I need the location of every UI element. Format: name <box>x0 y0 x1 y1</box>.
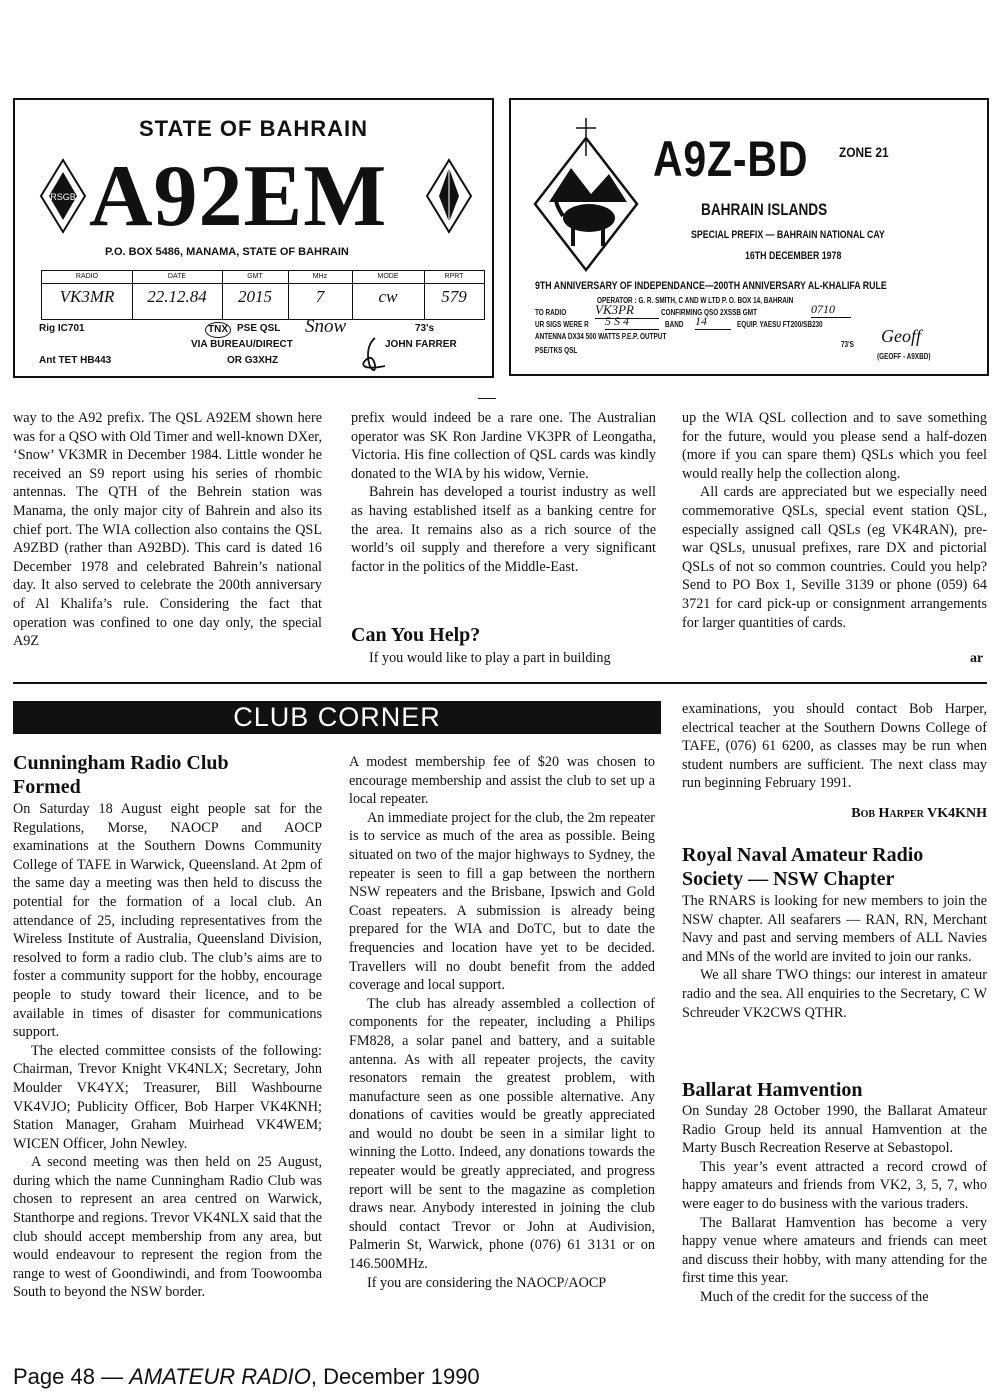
footer-page: Page 48 — <box>13 1364 130 1389</box>
footer-magazine: AMATEUR RADIO <box>129 1364 311 1389</box>
card-rig: Rig IC701 <box>39 323 85 334</box>
rnars-col <box>682 892 987 1022</box>
card-tnx: TNX <box>205 322 231 338</box>
log-header-rprt: RPRT <box>424 271 484 284</box>
article-paragraph: The Ballarat Hamvention has become a very happy venue where amateurs and friends can meet and discuss their hobby, with many attending for the first time this year. <box>682 1214 987 1287</box>
card-title: STATE OF BAHRAIN <box>138 116 369 141</box>
qsl-card-a92em <box>13 98 494 378</box>
end-mark: ar <box>970 651 984 666</box>
article-top-col2-end <box>351 649 656 668</box>
article-paragraph: If you are considering the NAOCP/AOCP <box>367 1274 607 1291</box>
article-paragraph: examinations, you should contact Bob Harper, electrical teacher at the Southern Downs College of TAFE, (076) 61 6200, as classes may be run when student numbers are sufficient. The next class may run beginning February 1991. <box>682 701 987 792</box>
card-ur-sigs: UR SIGS WERE R <box>535 320 589 329</box>
article-paragraph: prefix would indeed be a rare one. The Australian operator was SK Ron Jardine VK3PR of Leongatha, Victoria. His fine collection of QSL cards was kindly donated to the WIA by his widow, Vernie. <box>351 410 656 482</box>
section-divider <box>13 682 987 684</box>
wia-diamond-logo-icon-right <box>425 158 473 234</box>
card-band: BAND <box>665 320 684 329</box>
log-value-date: 22.12.84 <box>147 287 207 306</box>
footer-date: , December 1990 <box>310 1364 480 1389</box>
card-confirming: CONFIRMING QSO 2XSSB GMT <box>661 308 758 317</box>
article-top-col2 <box>351 409 656 576</box>
article-paragraph: up the WIA QSL collection and to save something for the future, would you please send a half-dozen (more if you can spare them) QSLs which you feel would really help the collection along. <box>682 410 987 482</box>
rnars-heading: Royal Naval Amateur Radio Society — NSW Chapter <box>682 844 924 890</box>
card-geoff: (GEOFF - A9XBD) <box>877 352 931 361</box>
article-paragraph: Bahrein has developed a tourist industry as well as having established itself as a banking centre for the area. It remains also as a rich source of the world’s oil supply and therefore a very significant factor in the politics of the Middle-East. <box>351 484 656 575</box>
page-footer <box>13 1364 480 1390</box>
card-pse-qsl: PSE QSL <box>237 323 281 334</box>
card-anniversary: 9TH ANNIVERSARY OF INDEPENDANCE—200TH ANNIVERSARY AL-KHALIFA RULE <box>535 280 887 292</box>
cunningham-col1 <box>13 800 322 1302</box>
log-value-rprt: 579 <box>441 287 467 306</box>
cunningham-heading: Cunningham Radio Club Formed <box>13 752 229 798</box>
cunningham-col3 <box>682 700 987 793</box>
card-callsign: A9Z-BD <box>653 131 809 187</box>
article-paragraph: All cards are appreciated but we especially need commemorative QSLs, special event station QSL, especially assigned call QSLs (eg VK4RAN), pre-war QSLs, unusual prefixes, rare DX and pictorial QSLs of not so common countries. Could you help? Send to PO Box 1, Seville 3139 or phone (059) 64 3721 for card pick-up or consignment arrangements for larger quantities of cards. <box>682 484 987 631</box>
card-antenna: ANTENNA DX34 500 WATTS P.E.P. OUTPUT <box>535 332 667 341</box>
article-paragraph: Much of the credit for the success of the <box>700 1288 929 1305</box>
handwritten-signature-icon <box>345 336 395 376</box>
card-prefix: SPECIAL PREFIX — BAHRAIN NATIONAL CAY <box>691 229 885 241</box>
camel-desert-logo-icon <box>531 116 641 276</box>
wia-diamond-logo-icon <box>39 158 87 234</box>
log-value-gmt: 2015 <box>238 287 272 306</box>
article-paragraph: The club has already assembled a collection of components for the repeater, including a Philips FM828, a solar panel and battery, and a suitable antenna. As with all repeater projects, the cavity resonators remain the greatest problem, with manufacture seen as one possible alternative. Any donations of cavities would be greatly appreciated and would no doubt be seen in a similar light to winning the Lotto. Indeed, any donations towards the repeater would be greatly appreciated, and progress report will be sent to the magazine as completion draws near. Anybody interested in joining the club should contact Trevor or John at Audivision, Palmerin St, Warwick, phone (076) 61 3131 or on 146.500MHz. <box>349 995 655 1273</box>
article-paragraph: The RNARS is looking for new members to join the NSW chapter. All seafarers — RAN, RN, Merchant Navy and past and serving members of ALL Navies and MNs of the world are invited to join our ranks. <box>682 893 987 965</box>
card-gmt-value: 0710 <box>811 302 851 318</box>
article-paragraph: The elected committee consists of the following: Chairman, Trevor Knight VK4NLX; Secretary, John Moulder VK4YX; Treasurer, Bill Washbourne VK4VJO; Publicity Officer, Bob Harper VK4KNH; Station Manager, Graham Muirhead VK4WEM; WICEN Officer, John Newley. <box>13 1042 322 1152</box>
log-header-gmt: GMT <box>222 271 288 284</box>
club-corner-banner: CLUB CORNER <box>13 701 661 734</box>
card-73s: 73'S <box>841 340 854 349</box>
card-address: P.O. BOX 5486, MANAMA, STATE OF BAHRAIN <box>105 246 349 258</box>
log-value-radio: VK3MR <box>59 287 115 306</box>
article-paragraph: On Saturday 18 August eight people sat for the Regulations, Morse, NAOCP and AOCP examinations at the Southern Downs Community College of TAFE in Warwick, Queensland. At 2pm of the same day a meeting was then held to discuss the potential for the formation of a local club. An attendance of 25, including representatives from the Wireless Institute of Australia, Queensland Division, resolved to form a radio club. The club’s aims are to foster a community support for the hobby, encourage people to study toward their licence, and to be available in times of disaster for communications support. <box>13 801 322 1041</box>
cunningham-col2 <box>349 753 655 1292</box>
log-header-radio: RADIO <box>42 271 132 284</box>
article-paragraph: A modest membership fee of $20 was chosen to encourage membership and assist the club to set up a local repeater. <box>349 754 655 808</box>
card-via: VIA BUREAU/DIRECT <box>191 339 293 350</box>
card-rst-value: 5 S 4 <box>605 314 659 330</box>
card-zone: ZONE 21 <box>839 144 889 160</box>
card-or: OR G3XHZ <box>227 355 279 366</box>
card-equip: EQUIP. YAESU FT200/SB230 <box>737 320 823 329</box>
card-band-value: 14 <box>695 314 731 330</box>
qsl-card-a9zbd <box>509 98 989 376</box>
log-header-mhz: MHz <box>288 271 352 284</box>
log-header-date: DATE <box>132 271 222 284</box>
article-paragraph: If you would like to play a part in building <box>369 650 611 666</box>
card-73s: 73's <box>415 323 435 334</box>
card-signature: Geoff <box>881 326 921 346</box>
card-operator: OPERATOR : G. R. SMITH, C AND W LTD P. O. BOX 14, BAHRAIN <box>597 296 794 305</box>
card-separator-rule <box>478 398 496 399</box>
card-operator: JOHN FARRER <box>385 339 457 350</box>
log-header-mode: MODE <box>352 271 424 284</box>
article-paragraph: On Sunday 28 October 1990, the Ballarat Amateur Radio Group held its annual Hamvention at the Marty Busch Recreation Reserve at Sebastopol. <box>682 1103 987 1157</box>
card-to-radio-value: VK3PR <box>595 302 659 319</box>
log-value-mhz: 7 <box>315 287 325 306</box>
card-callsign: A92EM <box>89 148 388 245</box>
log-value-mode: cw <box>378 287 398 306</box>
can-you-help-heading: Can You Help? <box>351 624 481 646</box>
article-paragraph: way to the A92 prefix. The QSL A92EM shown here was for a QSO with Old Timer and well-known DXer, ‘Snow’ VK3MR in December 1984. Little wonder he received an S9 report using his series of rhombic antennas. The QTH of the Behrein station was Manama, the only major city of Bahrein and also its chief port. The WIA collection also contains the QSL A9ZBD (rather than A92BD). This card is dated 16 December 1978 and celebrated Bahrein’s national day. It also served to celebrate the 200th anniversary of Al Khalifa’s rule. Considering the fact that operation was confined to one day only, the special A9Z <box>13 410 322 650</box>
article-paragraph: This year’s event attracted a record crowd of happy amateurs and friends from VK2, 3, 5, 7, who were eager to do business with the various traders. <box>682 1158 987 1212</box>
card-ant: Ant TET HB443 <box>39 355 112 366</box>
card-to-radio: TO RADIO <box>535 308 567 317</box>
article-paragraph: An immediate project for the club, the 2m repeater is to service as much of the area as possible. Being situated on two of the major highways to Sydney, the repeater is seen to fill a gap between the northern NSW repeaters and the Brisbane, Ipswich and Gold Coast repeaters. A submission is already being prepared for the WIA and DoTC, but to date the frequencies and location have yet to be decided. Travellers will no doubt benefit from the added coverage and local support. <box>349 809 655 994</box>
ballarat-col <box>682 1102 987 1307</box>
qso-log-table <box>41 270 485 320</box>
card-pse: PSE/TKS QSL <box>535 346 578 355</box>
svg-text:RSGB: RSGB <box>50 192 76 202</box>
card-islands: BAHRAIN ISLANDS <box>701 200 828 219</box>
card-snow-signature: Snow <box>305 316 347 337</box>
article-paragraph: A second meeting was then held on 25 August, during which the name Cunningham Radio Club was chosen to represent an area centred on Warwick, Stanthorpe and regions. Trevor VK4NLX said that the club should accept membership from any area, but would endeavour to represent the region from the range to west of Goondiwindi, and from Toowoomba South to beyond the NSW border. <box>13 1154 322 1301</box>
ballarat-heading: Ballarat Hamvention <box>682 1079 863 1101</box>
article-top-col1 <box>13 409 322 651</box>
bob-harper-signature: Bob Harper VK4KNH <box>851 806 987 821</box>
card-date: 16TH DECEMBER 1978 <box>745 250 842 262</box>
article-top-col3 <box>682 409 987 632</box>
article-paragraph: We all share TWO things: our interest in amateur radio and the sea. All enquiries to the Secretary, C W Schreuder VK2CWS QTHR. <box>682 967 987 1021</box>
